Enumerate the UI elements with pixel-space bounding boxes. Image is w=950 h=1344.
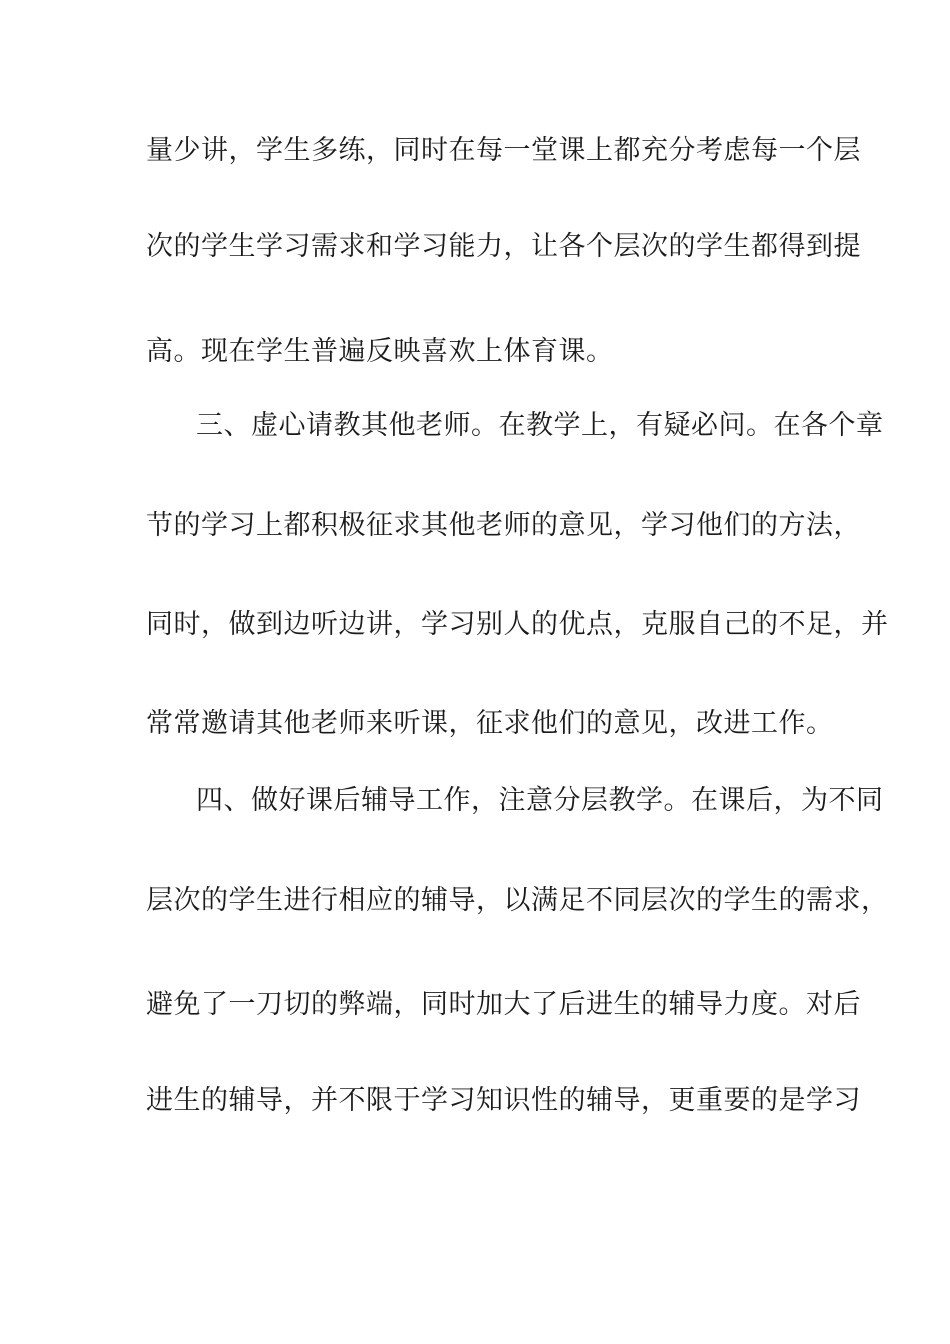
text-line: 同时，做到边听边讲，学习别人的优点，克服自己的不足，并 xyxy=(146,609,889,640)
text-line: 节的学习上都积极征求其他老师的意见，学习他们的方法， xyxy=(146,510,861,541)
text-line: 常常邀请其他老师来听课，征求他们的意见，改进工作。 xyxy=(146,708,834,739)
text-line: 进生的辅导，并不限于学习知识性的辅导，更重要的是学习 xyxy=(146,1085,861,1116)
paragraph-start-line: 三、虚心请教其他老师。在教学上，有疑必问。在各个章 xyxy=(196,410,884,441)
paragraph-start-line: 四、做好课后辅导工作，注意分层教学。在课后，为不同 xyxy=(196,785,884,816)
text-line: 高。现在学生普遍反映喜欢上体育课。 xyxy=(146,336,614,367)
text-line: 层次的学生进行相应的辅导，以满足不同层次的学生的需求， xyxy=(146,885,889,916)
text-line: 量少讲，学生多练，同时在每一堂课上都充分考虑每一个层 xyxy=(146,135,861,166)
text-line: 避免了一刀切的弊端，同时加大了后进生的辅导力度。对后 xyxy=(146,989,861,1020)
text-line: 次的学生学习需求和学习能力，让各个层次的学生都得到提 xyxy=(146,231,861,262)
